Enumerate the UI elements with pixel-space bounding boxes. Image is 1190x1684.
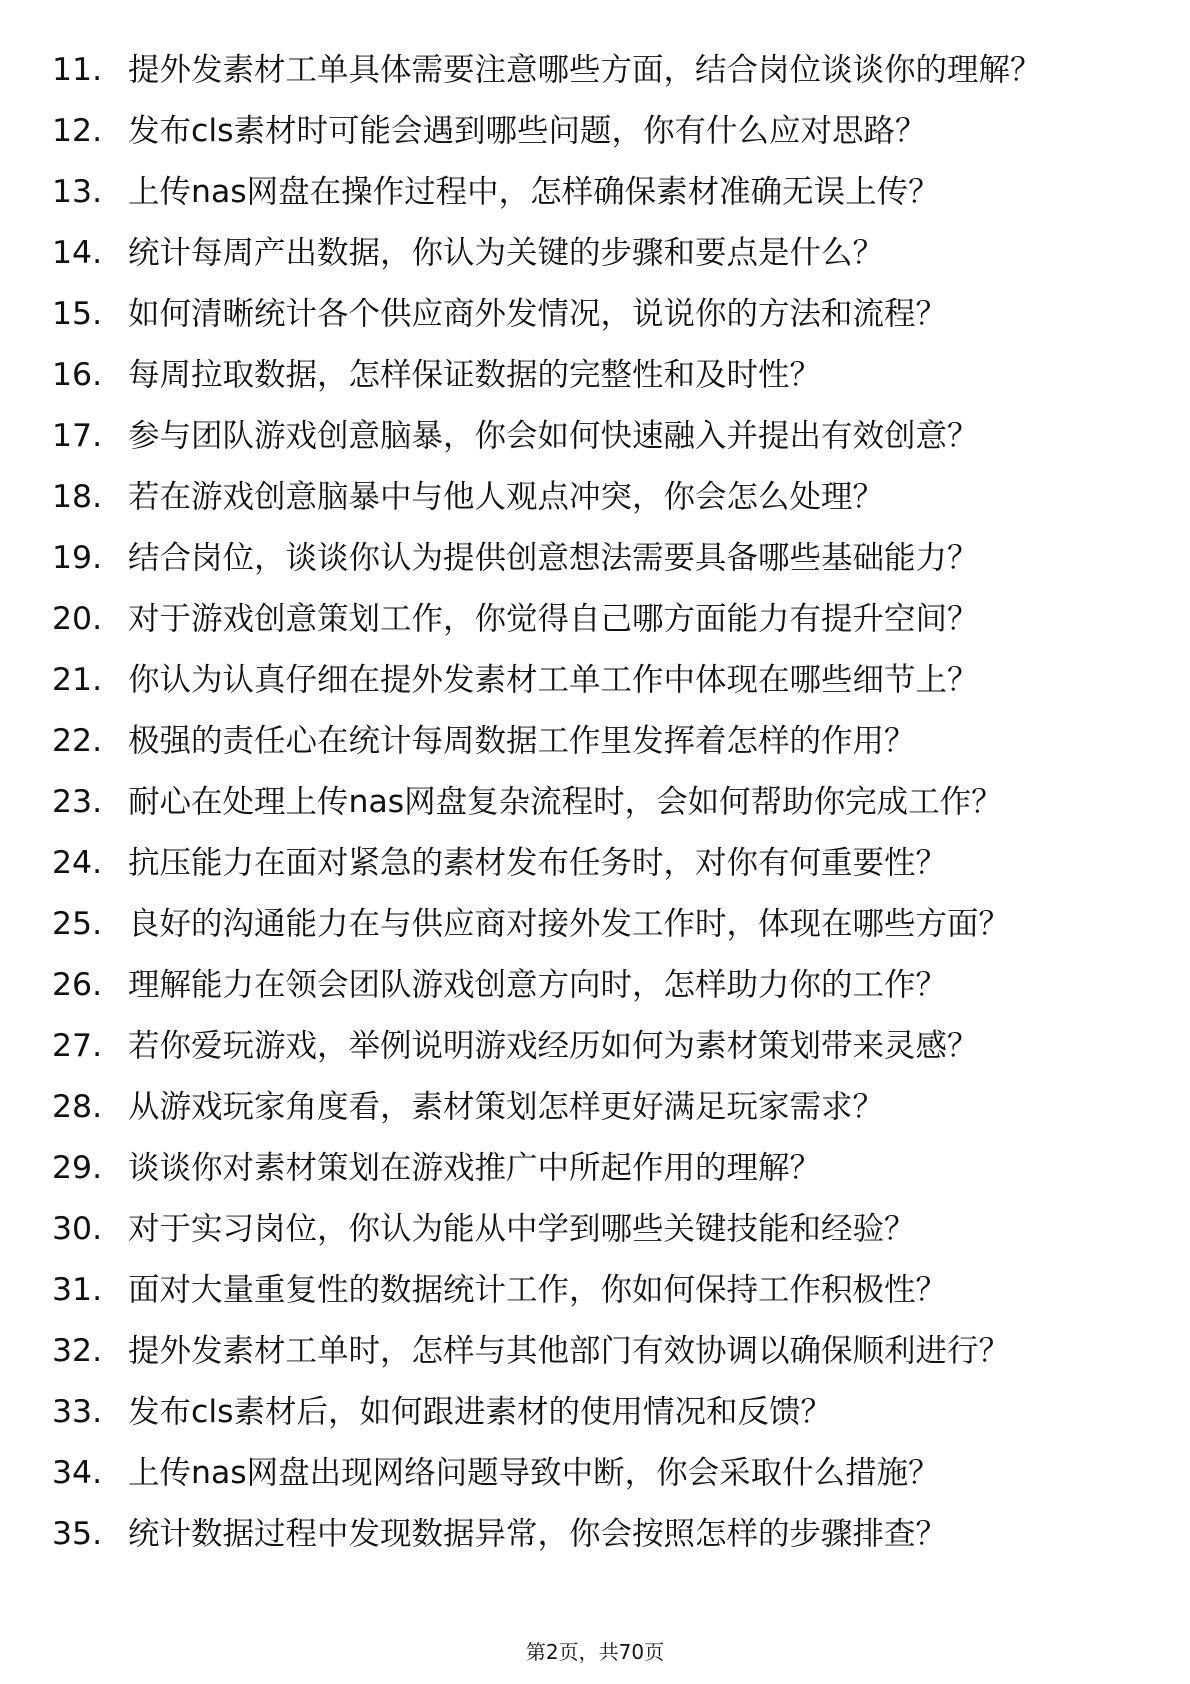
list-item <box>0 113 1190 149</box>
list-item <box>0 235 1190 271</box>
list-item <box>0 906 1190 942</box>
question-text: 良好的沟通能力在与供应商对接外发工作时，体现在哪些方面？ <box>128 906 1011 942</box>
question-text: 提外发素材工单时，怎样与其他部门有效协调以确保顺利进行？ <box>128 1333 1011 1369</box>
question-number: 30. <box>52 1211 103 1247</box>
question-text: 发布cls素材时可能会遇到哪些问题，你有什么应对思路？ <box>128 113 927 149</box>
list-item <box>0 1089 1190 1125</box>
question-number: 23. <box>52 784 103 820</box>
question-number: 20. <box>52 601 103 637</box>
question-text: 你认为认真仔细在提外发素材工单工作中体现在哪些细节上？ <box>128 662 979 698</box>
question-text: 统计每周产出数据，你认为关键的步骤和要点是什么？ <box>128 235 885 271</box>
list-item <box>0 723 1190 759</box>
question-number: 34. <box>52 1455 103 1491</box>
question-text: 发布cls素材后，如何跟进素材的使用情况和反馈？ <box>128 1394 832 1430</box>
question-text: 抗压能力在面对紧急的素材发布任务时，对你有何重要性？ <box>128 845 948 881</box>
question-number: 11. <box>52 52 103 88</box>
question-number: 33. <box>52 1394 103 1430</box>
page-footer <box>0 1636 1190 1665</box>
list-item <box>0 1211 1190 1247</box>
list-item <box>0 967 1190 1003</box>
question-number: 35. <box>52 1516 103 1552</box>
question-text: 对于游戏创意策划工作，你觉得自己哪方面能力有提升空间？ <box>128 601 979 637</box>
question-number: 26. <box>52 967 103 1003</box>
question-text: 如何清晰统计各个供应商外发情况，说说你的方法和流程？ <box>128 296 948 332</box>
list-item <box>0 479 1190 515</box>
question-text: 面对大量重复性的数据统计工作，你如何保持工作积极性？ <box>128 1272 948 1308</box>
question-number: 25. <box>52 906 103 942</box>
question-text: 从游戏玩家角度看，素材策划怎样更好满足玩家需求？ <box>128 1089 885 1125</box>
question-text: 谈谈你对素材策划在游戏推广中所起作用的理解？ <box>128 1150 822 1186</box>
list-item <box>0 418 1190 454</box>
list-item <box>0 1455 1190 1491</box>
list-item <box>0 662 1190 698</box>
question-number: 31. <box>52 1272 103 1308</box>
question-text: 上传nas网盘在操作过程中，怎样确保素材准确无误上传？ <box>128 174 940 210</box>
question-text: 对于实习岗位，你认为能从中学到哪些关键技能和经验？ <box>128 1211 916 1247</box>
question-number: 29. <box>52 1150 103 1186</box>
question-number: 22. <box>52 723 103 759</box>
question-list <box>0 52 1190 1577</box>
list-item <box>0 52 1190 88</box>
question-number: 27. <box>52 1028 103 1064</box>
question-number: 12. <box>52 113 103 149</box>
list-item <box>0 1150 1190 1186</box>
question-number: 19. <box>52 540 103 576</box>
list-item <box>0 784 1190 820</box>
question-text: 理解能力在领会团队游戏创意方向时，怎样助力你的工作？ <box>128 967 948 1003</box>
list-item <box>0 1394 1190 1430</box>
list-item <box>0 1516 1190 1552</box>
question-text: 耐心在处理上传nas网盘复杂流程时，会如何帮助你完成工作？ <box>128 784 1003 820</box>
question-number: 18. <box>52 479 103 515</box>
list-item <box>0 296 1190 332</box>
question-number: 16. <box>52 357 103 393</box>
list-item <box>0 845 1190 881</box>
list-item <box>0 1333 1190 1369</box>
question-number: 13. <box>52 174 103 210</box>
question-number: 32. <box>52 1333 103 1369</box>
question-number: 21. <box>52 662 103 698</box>
list-item <box>0 1272 1190 1308</box>
list-item <box>0 540 1190 576</box>
question-text: 若你爱玩游戏，举例说明游戏经历如何为素材策划带来灵感？ <box>128 1028 979 1064</box>
question-text: 提外发素材工单具体需要注意哪些方面，结合岗位谈谈你的理解？ <box>128 52 1042 88</box>
question-text: 每周拉取数据，怎样保证数据的完整性和及时性？ <box>128 357 822 393</box>
question-number: 24. <box>52 845 103 881</box>
question-number: 14. <box>52 235 103 271</box>
question-text: 结合岗位，谈谈你认为提供创意想法需要具备哪些基础能力？ <box>128 540 979 576</box>
question-number: 17. <box>52 418 103 454</box>
question-text: 参与团队游戏创意脑暴，你会如何快速融入并提出有效创意？ <box>128 418 979 454</box>
question-number: 28. <box>52 1089 103 1125</box>
list-item <box>0 357 1190 393</box>
page-number-label: 第2页，共70页 <box>525 1640 665 1664</box>
list-item <box>0 1028 1190 1064</box>
question-number: 15. <box>52 296 103 332</box>
question-text: 上传nas网盘出现网络问题导致中断，你会采取什么措施？ <box>128 1455 940 1491</box>
question-text: 若在游戏创意脑暴中与他人观点冲突，你会怎么处理？ <box>128 479 885 515</box>
list-item <box>0 601 1190 637</box>
question-text: 极强的责任心在统计每周数据工作里发挥着怎样的作用？ <box>128 723 916 759</box>
list-item <box>0 174 1190 210</box>
question-text: 统计数据过程中发现数据异常，你会按照怎样的步骤排查？ <box>128 1516 948 1552</box>
